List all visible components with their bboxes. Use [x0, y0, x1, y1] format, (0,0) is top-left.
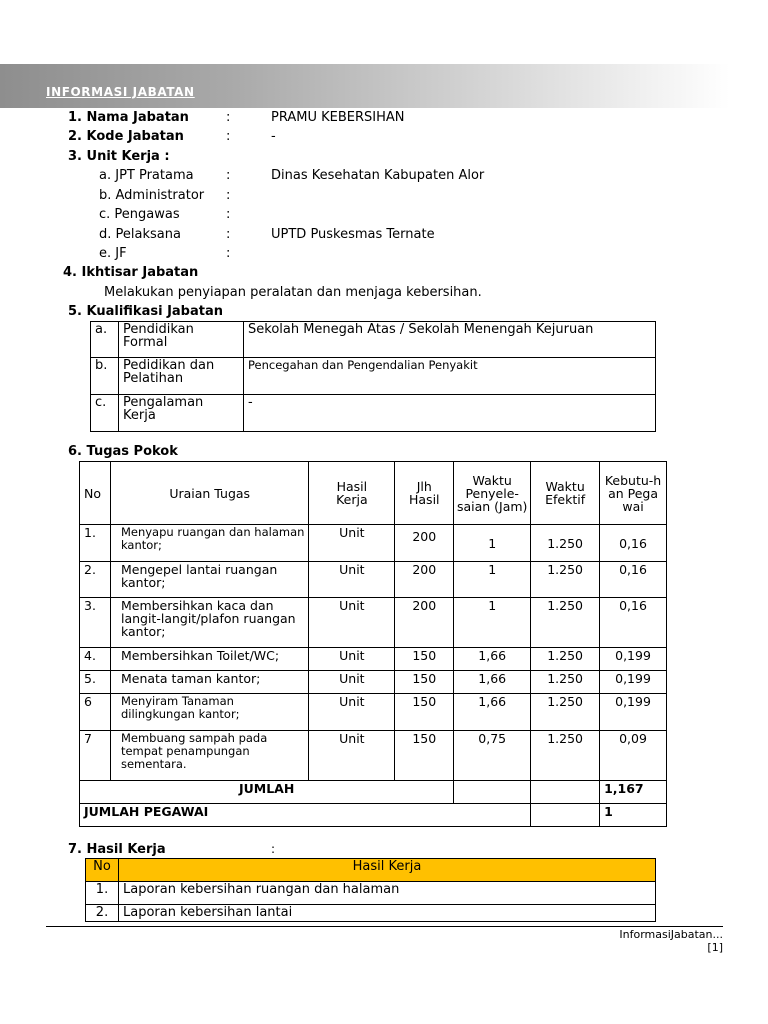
- header-kebutuhan: Kebutu-han Pegawai: [600, 462, 667, 525]
- cell-no: 4.: [80, 648, 111, 671]
- nama-jabatan-value: PRAMU KEBERSIHAN: [271, 110, 405, 125]
- row-item: Pengalaman Kerja: [119, 395, 244, 432]
- cell-no: 1.: [80, 525, 111, 562]
- sub-label: a. JPT Pratama: [99, 168, 194, 183]
- cell-waktu-efektif: 1.250: [531, 648, 600, 671]
- header-jlh: Jlh Hasil: [395, 462, 454, 525]
- header-hasil: Hasil Kerja: [309, 462, 395, 525]
- colon: :: [226, 129, 231, 144]
- cell-hasil: Unit: [309, 562, 395, 598]
- tugas-pokok-label: 6. Tugas Pokok: [68, 444, 178, 459]
- cell-no: 6: [80, 694, 111, 731]
- cell-waktu-efektif: 1.250: [531, 694, 600, 731]
- row-value: Sekolah Menegah Atas / Sekolah Menengah Kejuruan: [244, 322, 656, 358]
- table-row: [80, 671, 667, 694]
- table-row: [91, 395, 656, 432]
- cell-waktu-efektif: 1.250: [531, 731, 600, 781]
- cell-no: 1.: [86, 882, 119, 905]
- cell-no: 5.: [80, 671, 111, 694]
- cell-uraian: Mengepel lantai ruangan kantor;: [110, 562, 308, 598]
- cell-jlh: 150: [395, 648, 454, 671]
- sub-value: Dinas Kesehatan Kabupaten Alor: [271, 168, 485, 183]
- cell-waktu-efektif: 1.250: [531, 562, 600, 598]
- row-no: b.: [91, 358, 119, 395]
- hasil-kerja-table: [85, 858, 656, 922]
- colon: :: [271, 842, 276, 856]
- empty-cell: [531, 781, 600, 804]
- cell-waktu-efektif: 1.250: [531, 671, 600, 694]
- cell-kebutuhan: 0,199: [600, 648, 667, 671]
- cell-no: 3.: [80, 598, 111, 648]
- jumlah-pegawai-value: 1: [600, 804, 667, 827]
- cell-uraian: Menata taman kantor;: [110, 671, 308, 694]
- footer-divider: [46, 926, 723, 927]
- empty-cell: [531, 804, 600, 827]
- header-waktu-penyelesaian: Waktu Penyele-saian (Jam): [454, 462, 531, 525]
- header-no: No: [80, 462, 111, 525]
- cell-hasil: Unit: [309, 694, 395, 731]
- cell-kebutuhan: 0,09: [600, 731, 667, 781]
- cell-waktu-penyelesaian: 1,66: [454, 694, 531, 731]
- header-no: No: [86, 859, 119, 882]
- nama-jabatan-label: 1. Nama Jabatan: [68, 110, 189, 125]
- cell-uraian: Membuang sampah pada tempat penampungan sementara.: [110, 731, 308, 781]
- table-row: [80, 525, 667, 562]
- hasil-kerja-label: 7. Hasil Kerja: [68, 842, 166, 857]
- kode-jabatan-label: 2. Kode Jabatan: [68, 129, 184, 144]
- cell-jlh: 150: [395, 671, 454, 694]
- kualifikasi-label: 5. Kualifikasi Jabatan: [68, 304, 223, 319]
- footer: [619, 928, 723, 954]
- cell-waktu-penyelesaian: 1: [454, 562, 531, 598]
- cell-hasil: Unit: [309, 525, 395, 562]
- cell-hasil: Unit: [309, 648, 395, 671]
- cell-jlh: 200: [395, 525, 454, 562]
- jumlah-label: JUMLAH: [80, 781, 454, 804]
- table-row: [80, 598, 667, 648]
- tugas-pokok-table: [79, 461, 667, 827]
- ikhtisar-text: Melakukan penyiapan peralatan dan menjaga kebersihan.: [104, 285, 482, 300]
- cell-no: 2.: [80, 562, 111, 598]
- sub-label: d. Pelaksana: [99, 227, 181, 242]
- footer-label: InformasiJabatan...: [619, 928, 723, 941]
- page-title: INFORMASI JABATAN: [46, 85, 195, 99]
- cell-no: 7: [80, 731, 111, 781]
- cell-hasil: Unit: [309, 731, 395, 781]
- cell-kebutuhan: 0,16: [600, 562, 667, 598]
- sub-value: UPTD Puskesmas Ternate: [271, 227, 435, 242]
- cell-jlh: 200: [395, 598, 454, 648]
- row-value: Pencegahan dan Pengendalian Penyakit: [244, 358, 656, 395]
- table-row: [91, 358, 656, 395]
- row-no: a.: [91, 322, 119, 358]
- colon: :: [226, 188, 231, 203]
- cell-waktu-penyelesaian: 1: [454, 598, 531, 648]
- cell-waktu-penyelesaian: 1,66: [454, 671, 531, 694]
- colon: :: [226, 246, 231, 261]
- cell-kebutuhan: 0,16: [600, 525, 667, 562]
- cell-kebutuhan: 0,199: [600, 694, 667, 731]
- jumlah-value: 1,167: [600, 781, 667, 804]
- colon: :: [226, 227, 231, 242]
- jumlah-pegawai-row: [80, 804, 667, 827]
- page-number: [1]: [707, 941, 723, 954]
- table-row: [91, 322, 656, 358]
- cell-kebutuhan: 0,199: [600, 671, 667, 694]
- cell-jlh: 150: [395, 694, 454, 731]
- row-value: -: [244, 395, 656, 432]
- cell-kebutuhan: 0,16: [600, 598, 667, 648]
- jumlah-pegawai-label: JUMLAH PEGAWAI: [80, 804, 531, 827]
- empty-cell: [454, 781, 531, 804]
- table-row: [80, 731, 667, 781]
- cell-waktu-penyelesaian: 1: [454, 525, 531, 562]
- cell-uraian: Menyapu ruangan dan halaman kantor;: [110, 525, 308, 562]
- cell-no: 2.: [86, 905, 119, 922]
- sub-label: e. JF: [99, 246, 127, 261]
- cell-uraian: Menyiram Tanaman dilingkungan kantor;: [110, 694, 308, 731]
- table-row: [80, 562, 667, 598]
- header-uraian: Uraian Tugas: [110, 462, 308, 525]
- colon: :: [226, 168, 231, 183]
- jumlah-row: [80, 781, 667, 804]
- cell-waktu-efektif: 1.250: [531, 598, 600, 648]
- table-header-row: [86, 859, 656, 882]
- row-no: c.: [91, 395, 119, 432]
- cell-uraian: Membersihkan Toilet/WC;: [110, 648, 308, 671]
- cell-uraian: Membersihkan kaca dan langit-langit/plafon ruangan kantor;: [110, 598, 308, 648]
- cell-hasil-kerja: Laporan kebersihan lantai: [119, 905, 656, 922]
- row-item: Pedidikan dan Pelatihan: [119, 358, 244, 395]
- colon: :: [226, 110, 231, 125]
- cell-waktu-penyelesaian: 1,66: [454, 648, 531, 671]
- cell-hasil: Unit: [309, 598, 395, 648]
- unit-kerja-label: 3. Unit Kerja :: [68, 149, 170, 164]
- kode-jabatan-value: -: [271, 129, 276, 144]
- table-header-row: [80, 462, 667, 525]
- ikhtisar-label: 4. Ikhtisar Jabatan: [63, 265, 199, 280]
- table-row: [86, 882, 656, 905]
- cell-jlh: 150: [395, 731, 454, 781]
- cell-jlh: 200: [395, 562, 454, 598]
- table-row: [80, 694, 667, 731]
- table-row: [80, 648, 667, 671]
- cell-waktu-penyelesaian: 0,75: [454, 731, 531, 781]
- table-row: [86, 905, 656, 922]
- sub-label: c. Pengawas: [99, 207, 180, 222]
- header-waktu-efektif: Waktu Efektif: [531, 462, 600, 525]
- kualifikasi-table: [90, 321, 656, 432]
- cell-hasil-kerja: Laporan kebersihan ruangan dan halaman: [119, 882, 656, 905]
- cell-hasil: Unit: [309, 671, 395, 694]
- cell-waktu-efektif: 1.250: [531, 525, 600, 562]
- sub-label: b. Administrator: [99, 188, 205, 203]
- row-item: Pendidikan Formal: [119, 322, 244, 358]
- header-hasil-kerja: Hasil Kerja: [119, 859, 656, 882]
- colon: :: [226, 207, 231, 222]
